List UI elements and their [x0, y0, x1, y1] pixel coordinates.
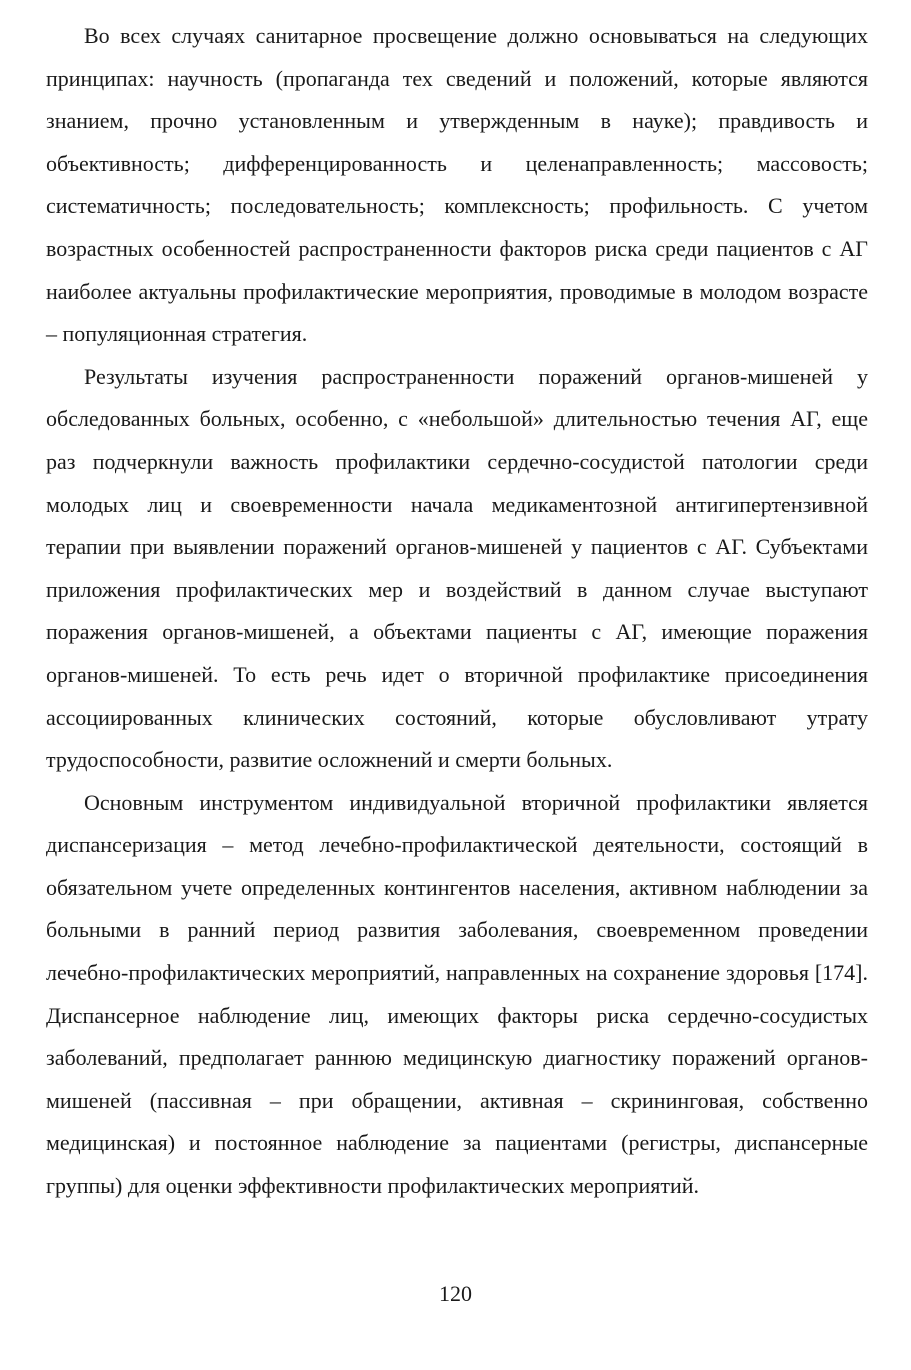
- paragraph-dispensary-observation: Основным инструментом индивидуальной вторичной профилактики является диспансеризация – метод лечебно-профилактической деятельности, состоящий в обязательном учете определенных контингентов населения, активном наблюдении за больными в ранний период развития заболевания, своевременном проведении лечебно-профилактических мероприятий, направленных на сохранение здоровья [174]. Диспансерное наблюдение лиц, имеющих факторы риска сердечно-сосудистых заболеваний, предполагает раннюю медицинскую диагностику поражений органов-мишеней (пассивная – при обращении, активная – скрининговая, собственно медицинская) и постоянное наблюдение за пациентами (регистры, диспансерные группы) для оценки эффективности профилактических мероприятий.: [46, 789, 868, 1199]
- body-text: [46, 15, 868, 1208]
- paragraph-health-education-principles: Во всех случаях санитарное просвещение должно основываться на следующих принципах: научность (пропаганда тех сведений и положений, которые являются знанием, прочно установленным и утвержденным в науке); правдивость и объективность; дифференцированность и целенаправленность; массовость; систематичность; последовательность; комплексность; профильность. С учетом возрастных особенностей распространенности факторов риска среди пациентов с АГ наиболее актуальны профилактические мероприятия, проводимые в молодом возрасте – популяционная стратегия.: [46, 23, 868, 347]
- page-number: 120: [439, 1281, 472, 1306]
- paragraph-target-organ-damage: Результаты изучения распространенности поражений органов-мишеней у обследованных больных, особенно, с «небольшой» длительностью течения АГ, еще раз подчеркнули важность профилактики сердечно-сосудистой патологии среди молодых лиц и своевременности начала медикаментозной антигипертензивной терапии при выявлении поражений органов-мишеней у пациентов с АГ. Субъектами приложения профилактических мер и воздействий в данном случае выступают поражения органов-мишеней, а объектами пациенты с АГ, имеющие поражения органов-мишеней. То есть речь идет о вторичной профилактике присоединения ассоциированных клинических состояний, которые обусловливают утрату трудоспособности, развитие осложнений и смерти больных.: [46, 363, 868, 773]
